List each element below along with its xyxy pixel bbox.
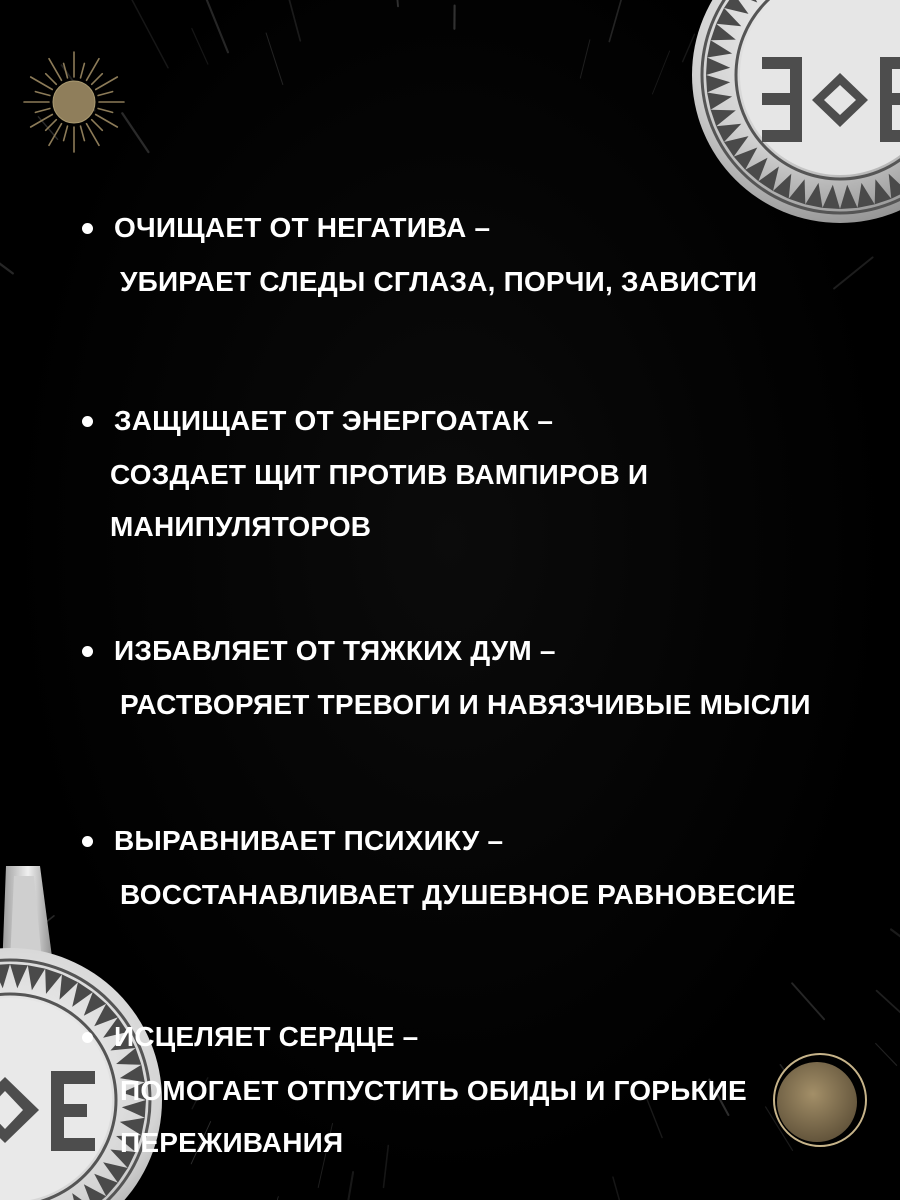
benefit-description: УБИРАЕТ СЛЕДЫ СГЛАЗА, ПОРЧИ, ЗАВИСТИ <box>120 266 758 297</box>
benefit-title: ИЗБАВЛЯЕТ ОТ ТЯЖКИХ ДУМ – <box>114 635 556 666</box>
benefit-description: СОЗДАЕТ ЩИТ ПРОТИВ ВАМПИРОВ И МАНИПУЛЯТОРОВ <box>110 459 649 542</box>
bullet-icon <box>82 1032 93 1043</box>
medallion-pendant-icon <box>690 0 900 225</box>
benefit-title: ОЧИЩАЕТ ОТ НЕГАТИВА – <box>114 212 491 243</box>
sun-icon <box>22 50 126 154</box>
list-item <box>80 393 860 553</box>
benefit-description: ПОМОГАЕТ ОТПУСТИТЬ ОБИДЫ И ГОРЬКИЕ ПЕРЕЖИВАНИЯ <box>120 1075 747 1158</box>
bullet-icon <box>82 646 93 657</box>
bullet-icon <box>82 223 93 234</box>
list-item <box>80 200 860 308</box>
benefit-title: ИСЦЕЛЯЕТ СЕРДЦЕ – <box>114 1021 419 1052</box>
list-item <box>80 1009 860 1169</box>
benefit-title: ЗАЩИЩАЕТ ОТ ЭНЕРГОАТАК – <box>114 405 554 436</box>
bullet-icon <box>82 416 93 427</box>
list-item <box>80 623 860 731</box>
benefit-description: РАСТВОРЯЕТ ТРЕВОГИ И НАВЯЗЧИВЫЕ МЫСЛИ <box>120 689 811 720</box>
benefits-list <box>80 200 860 1200</box>
bullet-icon <box>82 836 93 847</box>
benefit-title: ВЫРАВНИВАЕТ ПСИХИКУ – <box>114 825 504 856</box>
list-item <box>80 813 860 921</box>
benefit-description: ВОССТАНАВЛИВАЕТ ДУШЕВНОЕ РАВНОВЕСИЕ <box>120 879 796 910</box>
